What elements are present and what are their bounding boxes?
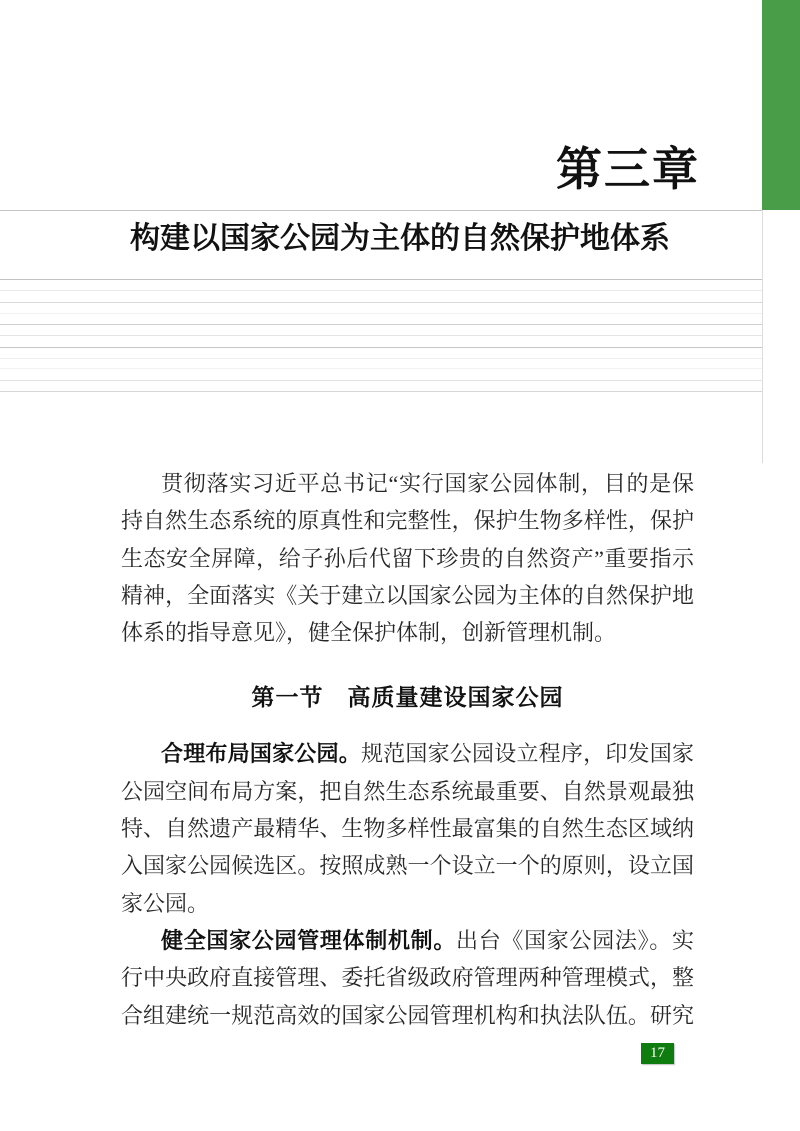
ruled-line: [0, 391, 762, 392]
paragraph-lead: 合理布局国家公园。: [161, 741, 361, 767]
body-text: 贯彻落实习近平总书记“实行国家公园体制，目的是保: [161, 471, 694, 496]
body-text: 生态安全屏障，给子孙后代留下珍贵的自然资产”重要指示: [121, 545, 694, 571]
section-paragraphs: [121, 735, 694, 1033]
chapter-edge-band: [762, 0, 800, 210]
title-divider-line: [0, 210, 762, 211]
vertical-hairline: [762, 210, 763, 463]
body-line: [121, 773, 694, 810]
body-line: [121, 540, 694, 577]
section-heading: 第一节 高质量建设国家公园: [251, 684, 564, 711]
body-text: 规范国家公园设立程序，印发国家: [360, 741, 694, 767]
body-line: [121, 614, 694, 651]
body-text: 精神，全面落实《关于建立以国家公园为主体的自然保护地: [121, 582, 694, 608]
body-text: 行中央政府直接管理、委托省级政府管理两种管理模式，整: [121, 965, 694, 991]
ruled-line: [0, 380, 762, 381]
body-line: [121, 465, 694, 502]
ruled-line: [0, 302, 762, 303]
body-text: 出台《国家公园法》。实: [456, 927, 694, 953]
body-text: 体系的指导意见》，健全保护体制，创新管理机制。: [121, 620, 617, 646]
body-text: 家公园。: [121, 890, 210, 916]
ruled-line: [0, 290, 762, 291]
chapter-title: 构建以国家公园为主体的自然保护地体系: [130, 222, 670, 255]
intro-paragraphs: [121, 465, 694, 651]
body-content: [121, 465, 694, 1034]
body-line: [121, 885, 694, 922]
body-line: [121, 810, 694, 847]
body-text: 合组建统一规范高效的国家公园管理机构和执法队伍。研究: [121, 1002, 694, 1028]
body-line: [121, 735, 694, 772]
ruled-line: [0, 279, 762, 280]
paragraph: [121, 735, 694, 921]
page-number-badge: 17: [641, 1043, 674, 1064]
body-line: [121, 997, 694, 1034]
body-text: 入国家公园候选区。按照成熟一个设立一个的原则，设立国: [121, 853, 694, 879]
paragraph-lead: 健全国家公园管理体制机制。: [161, 927, 457, 953]
chapter-label: 第三章: [556, 144, 700, 195]
ruled-line: [0, 324, 762, 325]
paragraph: [121, 465, 694, 651]
ruled-line: [0, 347, 762, 348]
body-line: [121, 922, 694, 959]
ruled-line: [0, 358, 762, 359]
paragraph: [121, 922, 694, 1034]
body-line: [121, 502, 694, 539]
body-line: [121, 847, 694, 884]
ruled-line: [0, 313, 762, 314]
body-text: 公园空间布局方案，把自然生态系统最重要、自然景观最独: [121, 778, 694, 804]
body-text: 特、自然遗产最精华、生物多样性最富集的自然生态区域纳: [121, 816, 694, 842]
body-text: 持自然生态系统的原真性和完整性，保护生物多样性，保护: [121, 508, 694, 534]
body-line: [121, 959, 694, 996]
ruled-line: [0, 335, 762, 336]
body-line: [121, 577, 694, 614]
ruled-line: [0, 368, 762, 369]
